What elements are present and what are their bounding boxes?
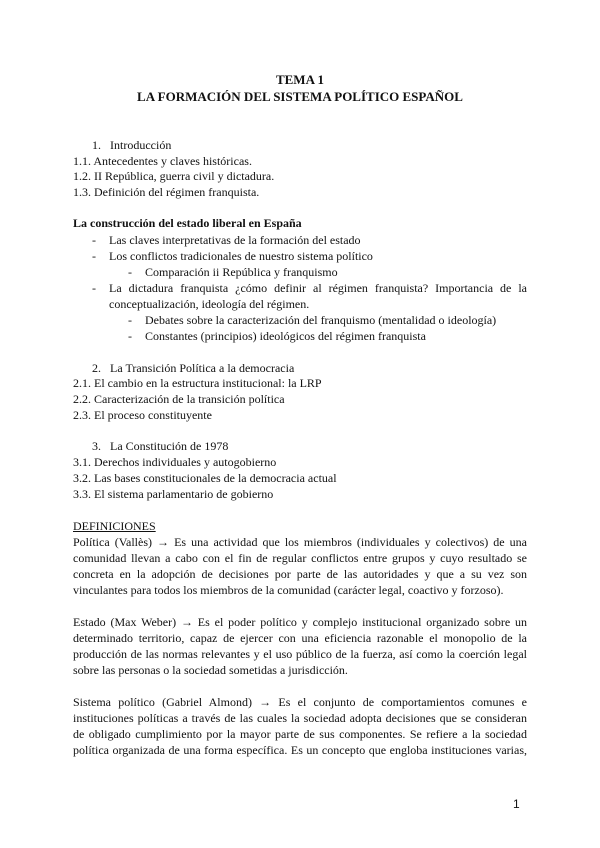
section-2-item: 2.3. El proceso constituyente [73, 408, 212, 422]
section-1-item: 1.3. Definición del régimen franquista. [73, 185, 260, 199]
title-line-2: LA FORMACIÓN DEL SISTEMA POLÍTICO ESPAÑOL [137, 89, 463, 104]
sub-bullet-item: Debates sobre la caracterización del franquismo (mentalidad o ideología) [145, 313, 497, 327]
sub-bullet-item: Constantes (principios) ideológicos del régimen franquista [145, 329, 426, 343]
section-2-item: 2.1. El cambio en la estructura institucional: la LRP [73, 376, 322, 390]
section-3-item: 3.3. El sistema parlamentario de gobierno [73, 487, 274, 501]
definition-sistema-line: Sistema político (Gabriel Almond) → Es el conjunto de comportamientos comunes e [73, 695, 527, 709]
sub-bullet-dash: - [128, 313, 132, 327]
section-2-item: 2.2. Caracterización de la transición política [73, 392, 285, 406]
definition-estado-line: Estado (Max Weber) → Es el poder político y complejo institucional organizado sobre un [73, 615, 527, 629]
section-3-item: 3.2. Las bases constitucionales de la democracia actual [73, 471, 337, 485]
definition-politica-line: comunidad llevan a cabo con el fin de regular conflictos entre grupos y cuyo resultado se [73, 551, 527, 565]
definitions-heading: DEFINICIONES [73, 519, 156, 533]
definition-sistema-line: instituciones políticas a través de las cuales la sociedad adopta decisiones que se consideran [73, 711, 527, 725]
section-2-heading: 2. La Transición Política a la democracia [92, 361, 295, 375]
definition-sistema-line: de obligado cumplimiento por la mayor parte de sus componentes. Se refiere a la sociedad [73, 727, 527, 741]
page-number: 1 [513, 797, 520, 811]
bullet-item: Las claves interpretativas de la formación del estado [109, 233, 361, 247]
section-1-item: 1.2. II República, guerra civil y dictadura. [73, 169, 275, 183]
bullet-item-continuation: conceptualización, ideología del régimen. [109, 297, 310, 311]
liberal-state-heading: La construcción del estado liberal en España [73, 216, 302, 230]
bullet-dash: - [92, 281, 96, 295]
sub-bullet-dash: - [128, 329, 132, 343]
section-1-item: 1.1. Antecedentes y claves históricas. [73, 154, 252, 168]
title-line-1: TEMA 1 [275, 72, 325, 87]
definition-politica-line: vinculantes para todos los miembros de la comunidad (carácter legal, coactivo y forzoso). [73, 583, 504, 597]
definition-estado-line: producción de las normas relevantes y el uso público de la fuerza, así como la coerción legal [73, 647, 527, 661]
section-1-heading: 1. Introducción [92, 138, 172, 152]
section-3-item: 3.1. Derechos individuales y autogobierno [73, 455, 277, 469]
definition-sistema-line: política organizada de una forma específica. Es un concepto que engloba instituciones varias, [73, 743, 527, 757]
definition-politica-line: concreta en la adopción de decisiones por parte de las autoridades y que a su vez son [73, 567, 527, 581]
bullet-dash: - [92, 233, 96, 247]
bullet-dash: - [92, 249, 96, 263]
sub-bullet-dash: - [128, 265, 132, 279]
bullet-item: La dictadura franquista ¿cómo definir al régimen franquista? Importancia de la [109, 281, 527, 295]
bullet-item: Los conflictos tradicionales de nuestro sistema político [109, 249, 373, 263]
sub-bullet-item: Comparación ii República y franquismo [145, 265, 338, 279]
section-3-heading: 3. La Constitución de 1978 [92, 439, 229, 453]
definition-estado-line: sobre las personas o la sociedad sometidas a jurisdicción. [73, 663, 348, 677]
definition-politica-line: Política (Vallès) → Es una actividad que los miembros (individuales y colectivos) de una [73, 535, 527, 549]
definition-estado-line: determinado territorio, capaz de ejercer con una eficiencia razonable el monopolio de la [73, 631, 527, 645]
